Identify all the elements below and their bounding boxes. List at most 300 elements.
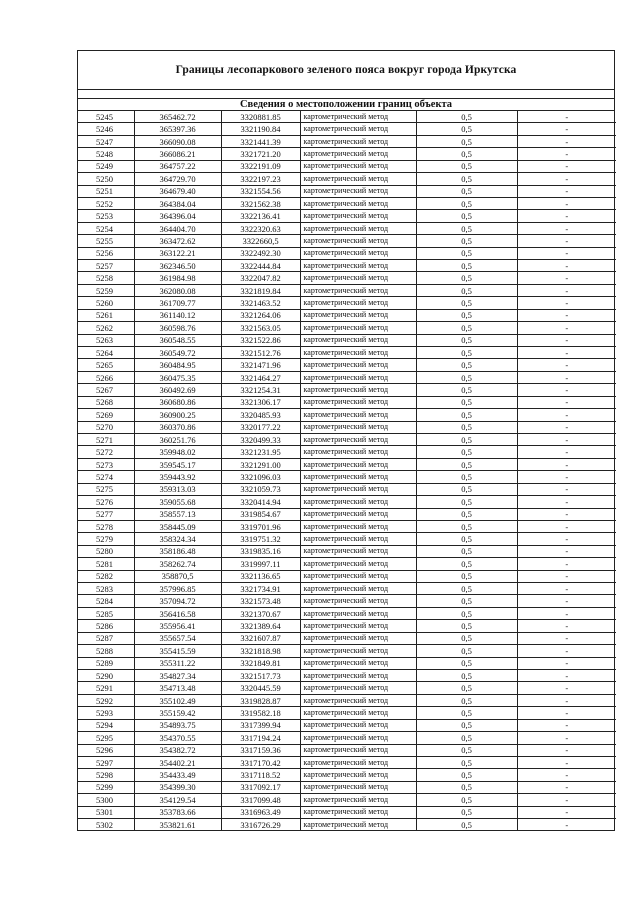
- table-row: [78, 732, 616, 744]
- point-number-cell: 5259: [78, 284, 134, 296]
- point-number-cell: 5264: [78, 347, 134, 359]
- x-coordinate-cell: 360475.35: [134, 371, 221, 383]
- table-row: [78, 496, 616, 508]
- table-row: [78, 819, 616, 831]
- point-number-cell: 5245: [78, 111, 134, 123]
- y-coordinate-cell: 3319997.11: [221, 558, 300, 570]
- x-coordinate-cell: 364396.04: [134, 210, 221, 222]
- note-cell: -: [517, 458, 616, 470]
- table-row: [78, 520, 616, 532]
- x-coordinate-cell: 366086.21: [134, 148, 221, 160]
- note-cell: -: [517, 359, 616, 371]
- y-coordinate-cell: 3319854.67: [221, 508, 300, 520]
- x-coordinate-cell: 363122.21: [134, 247, 221, 259]
- method-cell: картометрический метод: [300, 297, 416, 309]
- note-cell: -: [517, 806, 616, 818]
- table-row: [78, 421, 616, 433]
- note-cell: -: [517, 297, 616, 309]
- table-row: [78, 409, 616, 421]
- point-number-cell: 5275: [78, 483, 134, 495]
- point-number-cell: 5299: [78, 781, 134, 793]
- point-number-cell: 5266: [78, 371, 134, 383]
- note-cell: -: [517, 148, 616, 160]
- accuracy-cell: 0,5: [416, 744, 517, 756]
- document-title: Границы лесопаркового зеленого пояса вокруг города Иркутска: [78, 51, 614, 90]
- point-number-cell: 5282: [78, 570, 134, 582]
- y-coordinate-cell: 3321264.06: [221, 309, 300, 321]
- y-coordinate-cell: 3321573.48: [221, 595, 300, 607]
- table-row: [78, 135, 616, 147]
- y-coordinate-cell: 3317099.48: [221, 794, 300, 806]
- method-cell: картометрический метод: [300, 111, 416, 123]
- x-coordinate-cell: 362346.50: [134, 260, 221, 272]
- method-cell: картометрический метод: [300, 632, 416, 644]
- accuracy-cell: 0,5: [416, 222, 517, 234]
- point-number-cell: 5281: [78, 558, 134, 570]
- table-row: [78, 694, 616, 706]
- note-cell: -: [517, 197, 616, 209]
- method-cell: картометрический метод: [300, 794, 416, 806]
- accuracy-cell: 0,5: [416, 583, 517, 595]
- y-coordinate-cell: 3321441.39: [221, 135, 300, 147]
- point-number-cell: 5297: [78, 756, 134, 768]
- point-number-cell: 5255: [78, 235, 134, 247]
- method-cell: картометрический метод: [300, 744, 416, 756]
- accuracy-cell: 0,5: [416, 111, 517, 123]
- y-coordinate-cell: 3321734.91: [221, 583, 300, 595]
- y-coordinate-cell: 3320499.33: [221, 433, 300, 445]
- accuracy-cell: 0,5: [416, 483, 517, 495]
- note-cell: -: [517, 545, 616, 557]
- x-coordinate-cell: 355657.54: [134, 632, 221, 644]
- point-number-cell: 5288: [78, 645, 134, 657]
- accuracy-cell: 0,5: [416, 210, 517, 222]
- method-cell: картометрический метод: [300, 508, 416, 520]
- accuracy-cell: 0,5: [416, 533, 517, 545]
- table-row: [78, 719, 616, 731]
- point-number-cell: 5277: [78, 508, 134, 520]
- note-cell: -: [517, 272, 616, 284]
- point-number-cell: 5293: [78, 707, 134, 719]
- table-row: [78, 334, 616, 346]
- point-number-cell: 5270: [78, 421, 134, 433]
- point-number-cell: 5274: [78, 471, 134, 483]
- y-coordinate-cell: 3320485.93: [221, 409, 300, 421]
- note-cell: -: [517, 409, 616, 421]
- table-row: [78, 396, 616, 408]
- method-cell: картометрический метод: [300, 583, 416, 595]
- note-cell: -: [517, 471, 616, 483]
- y-coordinate-cell: 3321463.52: [221, 297, 300, 309]
- table-row: [78, 235, 616, 247]
- table-row: [78, 558, 616, 570]
- accuracy-cell: 0,5: [416, 173, 517, 185]
- method-cell: картометрический метод: [300, 682, 416, 694]
- x-coordinate-cell: 358557.13: [134, 508, 221, 520]
- table-row: [78, 769, 616, 781]
- point-number-cell: 5267: [78, 384, 134, 396]
- y-coordinate-cell: 3321231.95: [221, 446, 300, 458]
- point-number-cell: 5257: [78, 260, 134, 272]
- method-cell: картометрический метод: [300, 210, 416, 222]
- x-coordinate-cell: 360548.55: [134, 334, 221, 346]
- point-number-cell: 5301: [78, 806, 134, 818]
- y-coordinate-cell: 3321522.86: [221, 334, 300, 346]
- x-coordinate-cell: 354893.75: [134, 719, 221, 731]
- x-coordinate-cell: 358445.09: [134, 520, 221, 532]
- note-cell: -: [517, 421, 616, 433]
- y-coordinate-cell: 3322047.82: [221, 272, 300, 284]
- point-number-cell: 5265: [78, 359, 134, 371]
- table-row: [78, 669, 616, 681]
- point-number-cell: 5292: [78, 694, 134, 706]
- x-coordinate-cell: 355956.41: [134, 620, 221, 632]
- x-coordinate-cell: 360251.76: [134, 433, 221, 445]
- method-cell: картометрический метод: [300, 545, 416, 557]
- note-cell: -: [517, 669, 616, 681]
- x-coordinate-cell: 358324.34: [134, 533, 221, 545]
- x-coordinate-cell: 366090.08: [134, 135, 221, 147]
- point-number-cell: 5280: [78, 545, 134, 557]
- note-cell: -: [517, 520, 616, 532]
- note-cell: -: [517, 558, 616, 570]
- x-coordinate-cell: 354713.48: [134, 682, 221, 694]
- accuracy-cell: 0,5: [416, 496, 517, 508]
- method-cell: картометрический метод: [300, 247, 416, 259]
- accuracy-cell: 0,5: [416, 794, 517, 806]
- accuracy-cell: 0,5: [416, 123, 517, 135]
- accuracy-cell: 0,5: [416, 409, 517, 421]
- point-number-cell: 5246: [78, 123, 134, 135]
- accuracy-cell: 0,5: [416, 508, 517, 520]
- x-coordinate-cell: 359443.92: [134, 471, 221, 483]
- x-coordinate-cell: 354827.34: [134, 669, 221, 681]
- x-coordinate-cell: 362080.08: [134, 284, 221, 296]
- point-number-cell: 5272: [78, 446, 134, 458]
- accuracy-cell: 0,5: [416, 558, 517, 570]
- y-coordinate-cell: 3322492.30: [221, 247, 300, 259]
- note-cell: -: [517, 595, 616, 607]
- table-row: [78, 371, 616, 383]
- table-row: [78, 297, 616, 309]
- table-row: [78, 458, 616, 470]
- accuracy-cell: 0,5: [416, 359, 517, 371]
- note-cell: -: [517, 222, 616, 234]
- table-row: [78, 583, 616, 595]
- method-cell: картометрический метод: [300, 769, 416, 781]
- y-coordinate-cell: 3322660,5: [221, 235, 300, 247]
- x-coordinate-cell: 354129.54: [134, 794, 221, 806]
- accuracy-cell: 0,5: [416, 148, 517, 160]
- table-row: [78, 607, 616, 619]
- point-number-cell: 5258: [78, 272, 134, 284]
- table-row: [78, 781, 616, 793]
- y-coordinate-cell: 3321291.00: [221, 458, 300, 470]
- method-cell: картометрический метод: [300, 719, 416, 731]
- y-coordinate-cell: 3322444.84: [221, 260, 300, 272]
- y-coordinate-cell: 3319582.18: [221, 707, 300, 719]
- y-coordinate-cell: 3317092.17: [221, 781, 300, 793]
- method-cell: картометрический метод: [300, 645, 416, 657]
- table-row: [78, 284, 616, 296]
- y-coordinate-cell: 3321306.17: [221, 396, 300, 408]
- y-coordinate-cell: 3321819.84: [221, 284, 300, 296]
- table-row: [78, 197, 616, 209]
- x-coordinate-cell: 359545.17: [134, 458, 221, 470]
- accuracy-cell: 0,5: [416, 694, 517, 706]
- x-coordinate-cell: 359948.02: [134, 446, 221, 458]
- accuracy-cell: 0,5: [416, 595, 517, 607]
- method-cell: картометрический метод: [300, 284, 416, 296]
- note-cell: -: [517, 334, 616, 346]
- x-coordinate-cell: 354382.72: [134, 744, 221, 756]
- accuracy-cell: 0,5: [416, 769, 517, 781]
- x-coordinate-cell: 364404.70: [134, 222, 221, 234]
- x-coordinate-cell: 358870,5: [134, 570, 221, 582]
- y-coordinate-cell: 3317170.42: [221, 756, 300, 768]
- accuracy-cell: 0,5: [416, 284, 517, 296]
- point-number-cell: 5279: [78, 533, 134, 545]
- accuracy-cell: 0,5: [416, 396, 517, 408]
- point-number-cell: 5284: [78, 595, 134, 607]
- accuracy-cell: 0,5: [416, 371, 517, 383]
- table-row: [78, 247, 616, 259]
- coordinates-table: [78, 111, 616, 830]
- accuracy-cell: 0,5: [416, 334, 517, 346]
- method-cell: картометрический метод: [300, 496, 416, 508]
- method-cell: картометрический метод: [300, 732, 416, 744]
- note-cell: -: [517, 135, 616, 147]
- method-cell: картометрический метод: [300, 620, 416, 632]
- note-cell: -: [517, 769, 616, 781]
- point-number-cell: 5289: [78, 657, 134, 669]
- note-cell: -: [517, 160, 616, 172]
- table-row: [78, 446, 616, 458]
- table-row: [78, 433, 616, 445]
- table-row: [78, 471, 616, 483]
- y-coordinate-cell: 3321190.84: [221, 123, 300, 135]
- note-cell: -: [517, 607, 616, 619]
- point-number-cell: 5291: [78, 682, 134, 694]
- point-number-cell: 5290: [78, 669, 134, 681]
- point-number-cell: 5296: [78, 744, 134, 756]
- note-cell: -: [517, 620, 616, 632]
- table-row: [78, 173, 616, 185]
- section-title: Сведения о местоположении границ объекта: [78, 99, 614, 111]
- table-row: [78, 322, 616, 334]
- method-cell: картометрический метод: [300, 707, 416, 719]
- x-coordinate-cell: 360492.69: [134, 384, 221, 396]
- point-number-cell: 5269: [78, 409, 134, 421]
- coordinates-table-body: [78, 111, 616, 830]
- point-number-cell: 5285: [78, 607, 134, 619]
- note-cell: -: [517, 371, 616, 383]
- x-coordinate-cell: 359313.03: [134, 483, 221, 495]
- method-cell: картометрический метод: [300, 471, 416, 483]
- note-cell: -: [517, 732, 616, 744]
- point-number-cell: 5295: [78, 732, 134, 744]
- method-cell: картометрический метод: [300, 595, 416, 607]
- x-coordinate-cell: 365397.36: [134, 123, 221, 135]
- table-row: [78, 595, 616, 607]
- note-cell: -: [517, 819, 616, 831]
- point-number-cell: 5286: [78, 620, 134, 632]
- accuracy-cell: 0,5: [416, 446, 517, 458]
- x-coordinate-cell: 360484.95: [134, 359, 221, 371]
- method-cell: картометрический метод: [300, 309, 416, 321]
- y-coordinate-cell: 3322197.23: [221, 173, 300, 185]
- method-cell: картометрический метод: [300, 235, 416, 247]
- accuracy-cell: 0,5: [416, 247, 517, 259]
- y-coordinate-cell: 3319828.87: [221, 694, 300, 706]
- method-cell: картометрический метод: [300, 520, 416, 532]
- table-row: [78, 794, 616, 806]
- x-coordinate-cell: 357094.72: [134, 595, 221, 607]
- table-row: [78, 384, 616, 396]
- point-number-cell: 5302: [96, 819, 113, 830]
- point-number-cell: 5300: [78, 794, 134, 806]
- note-cell: -: [517, 682, 616, 694]
- x-coordinate-cell: 354399.30: [134, 781, 221, 793]
- point-number-cell: 5254: [78, 222, 134, 234]
- table-row: [78, 210, 616, 222]
- point-number-cell: 5262: [78, 322, 134, 334]
- table-row: [78, 359, 616, 371]
- accuracy-cell: 0,5: [416, 620, 517, 632]
- x-coordinate-cell: 360370.86: [134, 421, 221, 433]
- method-cell: картометрический метод: [300, 781, 416, 793]
- point-number-cell: 5253: [78, 210, 134, 222]
- method-cell: картометрический метод: [300, 669, 416, 681]
- note-cell: -: [517, 396, 616, 408]
- point-number-cell: 5268: [78, 396, 134, 408]
- y-coordinate-cell: 3319701.96: [221, 520, 300, 532]
- note-cell: -: [517, 496, 616, 508]
- note-cell: -: [517, 235, 616, 247]
- method-cell: картометрический метод: [300, 359, 416, 371]
- table-row: [78, 682, 616, 694]
- method-cell: картометрический метод: [300, 347, 416, 359]
- accuracy-cell: 0,5: [416, 309, 517, 321]
- note-cell: -: [517, 309, 616, 321]
- note-cell: -: [517, 173, 616, 185]
- accuracy-cell: 0,5: [416, 135, 517, 147]
- x-coordinate-cell: 353821.61: [134, 819, 221, 831]
- point-number-cell: 5294: [78, 719, 134, 731]
- method-cell: картометрический метод: [300, 185, 416, 197]
- table-row: [78, 570, 616, 582]
- note-cell: -: [517, 707, 616, 719]
- x-coordinate-cell: 356416.58: [134, 607, 221, 619]
- accuracy-cell: 0,5: [416, 297, 517, 309]
- method-cell: картометрический метод: [300, 756, 416, 768]
- accuracy-cell: 0,5: [416, 235, 517, 247]
- note-cell: -: [517, 384, 616, 396]
- point-number-cell: 5273: [78, 458, 134, 470]
- point-number-cell: 5271: [78, 433, 134, 445]
- point-number-cell: 5276: [78, 496, 134, 508]
- table-row: [78, 160, 616, 172]
- y-coordinate-cell: 3319835.16: [221, 545, 300, 557]
- y-coordinate-cell: 3319751.32: [221, 533, 300, 545]
- accuracy-cell: 0,5: [416, 272, 517, 284]
- x-coordinate-cell: 360680.86: [134, 396, 221, 408]
- point-number-cell: 5263: [78, 334, 134, 346]
- method-cell: картометрический метод: [300, 570, 416, 582]
- y-coordinate-cell: 3321721.20: [221, 148, 300, 160]
- accuracy-cell: 0,5: [416, 322, 517, 334]
- y-coordinate-cell: 3316726.29: [221, 819, 300, 831]
- table-row: [78, 111, 616, 123]
- table-row: [78, 309, 616, 321]
- accuracy-cell: 0,5: [416, 185, 517, 197]
- table-row: [78, 657, 616, 669]
- method-cell: картометрический метод: [300, 371, 416, 383]
- method-cell: картометрический метод: [300, 458, 416, 470]
- method-cell: картометрический метод: [300, 433, 416, 445]
- table-row: [78, 744, 616, 756]
- x-coordinate-cell: 361140.12: [134, 309, 221, 321]
- point-number-cell: 5250: [78, 173, 134, 185]
- note-cell: -: [517, 111, 616, 123]
- point-number-cell: 5248: [78, 148, 134, 160]
- y-coordinate-cell: 3317194.24: [221, 732, 300, 744]
- x-coordinate-cell: 361984.98: [134, 272, 221, 284]
- table-row: [78, 707, 616, 719]
- y-coordinate-cell: 3321562.38: [221, 197, 300, 209]
- note-cell: -: [517, 433, 616, 445]
- table-row: [78, 148, 616, 160]
- y-coordinate-cell: 3317118.52: [221, 769, 300, 781]
- method-cell: картометрический метод: [300, 694, 416, 706]
- y-coordinate-cell: 3321059.73: [221, 483, 300, 495]
- y-coordinate-cell: 3317159.36: [221, 744, 300, 756]
- note-cell: -: [517, 284, 616, 296]
- accuracy-cell: 0,5: [416, 719, 517, 731]
- accuracy-cell: 0,5: [416, 707, 517, 719]
- accuracy-cell: 0,5: [416, 732, 517, 744]
- note-cell: -: [517, 694, 616, 706]
- y-coordinate-cell: 3321849.81: [221, 657, 300, 669]
- y-coordinate-cell: 3321512.76: [221, 347, 300, 359]
- method-cell: картометрический метод: [300, 260, 416, 272]
- method-cell: картометрический метод: [300, 533, 416, 545]
- accuracy-cell: 0,5: [416, 781, 517, 793]
- y-coordinate-cell: 3321517.73: [221, 669, 300, 681]
- y-coordinate-cell: 3320414.94: [221, 496, 300, 508]
- table-row: [78, 533, 616, 545]
- method-cell: картометрический метод: [300, 222, 416, 234]
- method-cell: картометрический метод: [300, 160, 416, 172]
- table-row: [78, 756, 616, 768]
- note-cell: -: [517, 210, 616, 222]
- note-cell: -: [517, 781, 616, 793]
- y-coordinate-cell: 3321554.56: [221, 185, 300, 197]
- y-coordinate-cell: 3321563.05: [221, 322, 300, 334]
- note-cell: -: [517, 347, 616, 359]
- method-cell: картометрический метод: [300, 409, 416, 421]
- y-coordinate-cell: 3321096.03: [221, 471, 300, 483]
- method-cell: картометрический метод: [300, 322, 416, 334]
- y-coordinate-cell: 3322320.63: [221, 222, 300, 234]
- method-cell: картометрический метод: [300, 384, 416, 396]
- y-coordinate-cell: 3320177.22: [221, 421, 300, 433]
- note-cell: -: [517, 483, 616, 495]
- accuracy-cell: 0,5: [416, 682, 517, 694]
- point-number-cell: 5287: [78, 632, 134, 644]
- point-number-cell: 5298: [78, 769, 134, 781]
- y-coordinate-cell: 3321389.64: [221, 620, 300, 632]
